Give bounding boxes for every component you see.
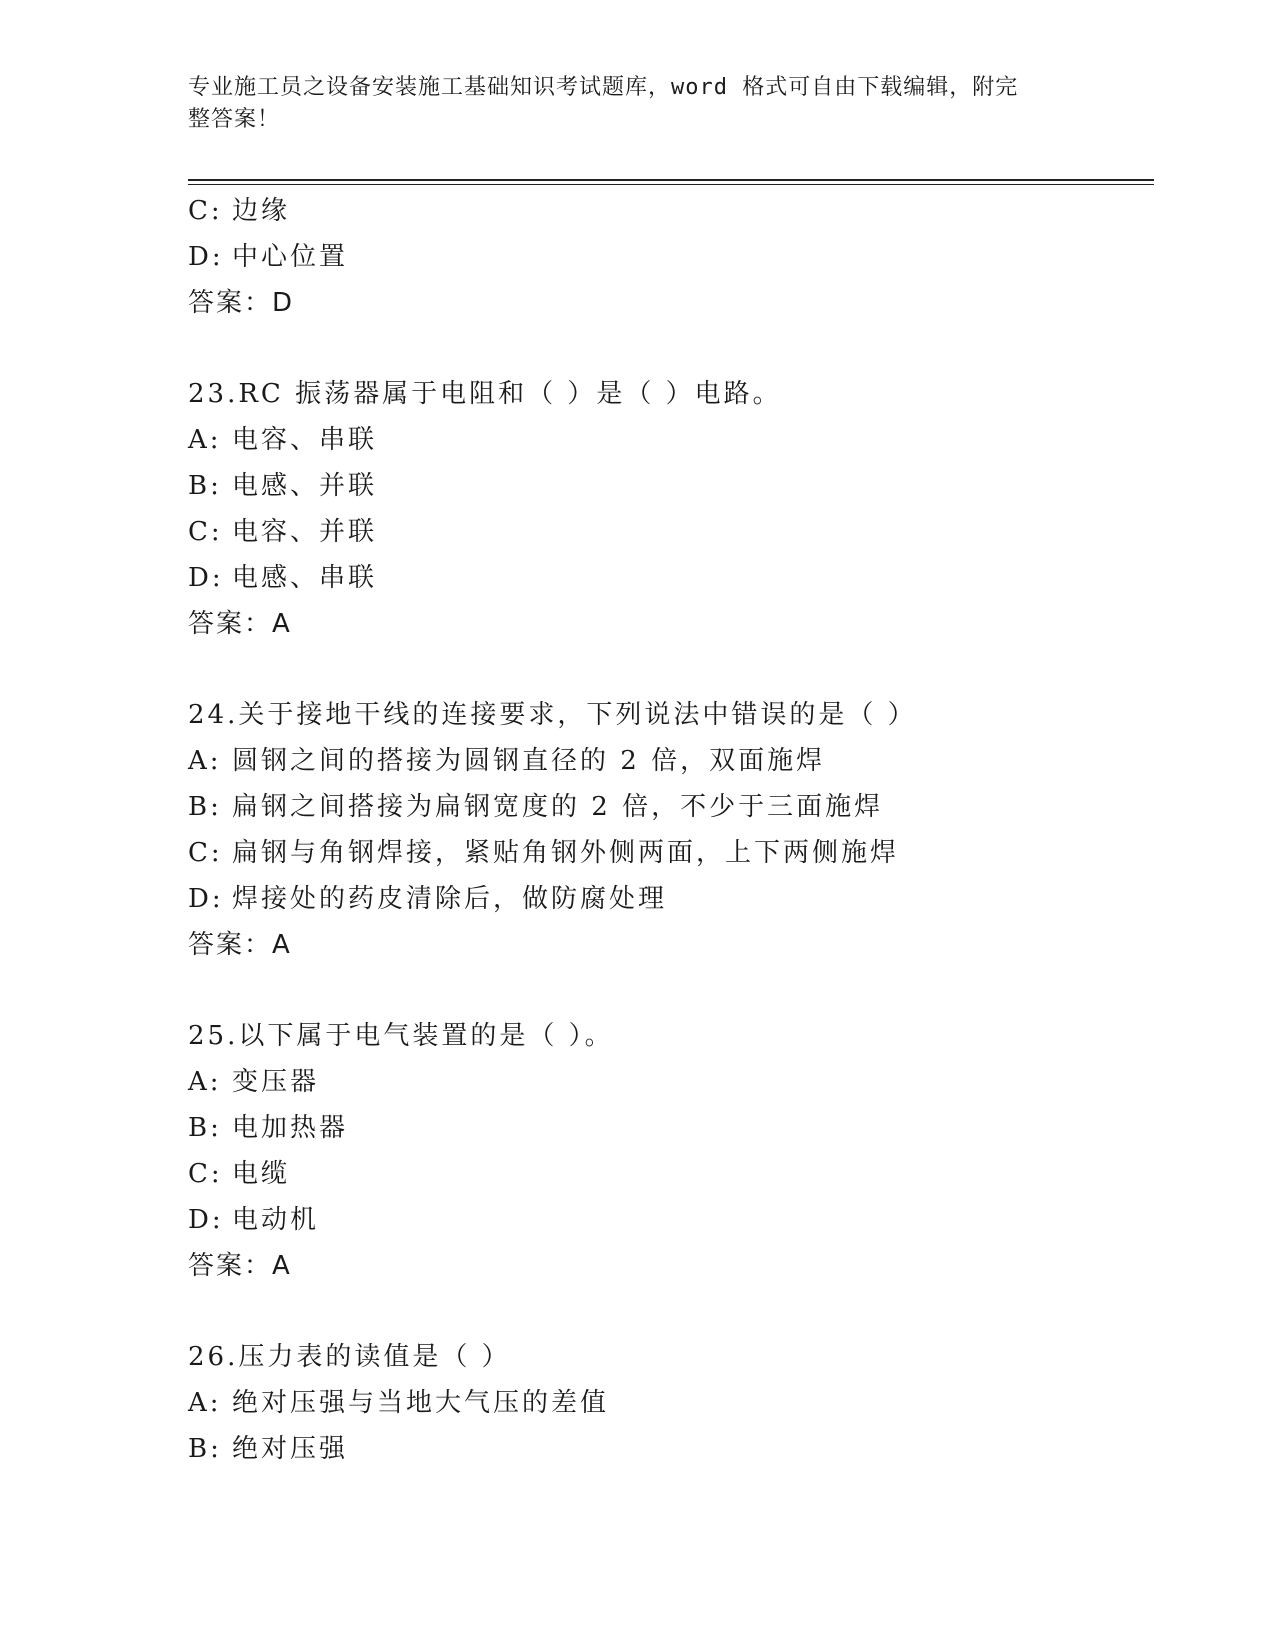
option-letter: C:	[188, 1159, 223, 1189]
option-letter: D:	[188, 884, 224, 914]
option-text: 电动机	[232, 1205, 320, 1235]
option-letter: C:	[188, 517, 223, 547]
spacer	[188, 968, 1154, 1013]
option-letter: A:	[188, 746, 222, 776]
option-letter: C:	[188, 196, 223, 226]
answer-line: 答案：A	[188, 930, 292, 960]
option-a	[188, 1059, 1154, 1105]
option-text: 中心位置	[232, 242, 349, 272]
option-d	[188, 555, 1154, 601]
option-letter: A:	[188, 425, 222, 455]
option-text: 焊接处的药皮清除后，做防腐处理	[232, 884, 668, 914]
option-text: 电容、并联	[232, 517, 378, 547]
question-list	[188, 188, 1154, 1472]
option-d	[188, 234, 1154, 280]
option-c	[188, 830, 1154, 876]
spacer	[188, 1289, 1154, 1334]
option-letter: B:	[188, 471, 222, 501]
option-letter: C:	[188, 838, 223, 868]
option-text: 变压器	[232, 1067, 320, 1097]
option-text: 圆钢之间的搭接为圆钢直径的 2 倍，双面施焊	[232, 746, 826, 776]
option-a	[188, 738, 1154, 784]
option-letter: B:	[188, 1434, 222, 1464]
answer-line: 答案：A	[188, 609, 292, 639]
answer-line: 答案：A	[188, 1251, 292, 1281]
question-stem-25: 25.以下属于电气装置的是（ ）。	[188, 1021, 614, 1051]
option-b	[188, 1426, 1154, 1472]
option-letter: B:	[188, 1113, 222, 1143]
option-b	[188, 463, 1154, 509]
option-b	[188, 784, 1154, 830]
question-stem-26: 26.压力表的读值是（ ）	[188, 1342, 511, 1372]
option-d	[188, 1197, 1154, 1243]
spacer	[188, 326, 1154, 371]
option-c	[188, 509, 1154, 555]
option-letter: A:	[188, 1388, 222, 1418]
option-a	[188, 1380, 1154, 1426]
option-letter: B:	[188, 792, 222, 822]
option-b	[188, 1105, 1154, 1151]
option-letter: A:	[188, 1067, 222, 1097]
option-text: 电容、串联	[232, 425, 378, 455]
option-text: 绝对压强	[232, 1434, 349, 1464]
option-c	[188, 1151, 1154, 1197]
option-letter: D:	[188, 242, 224, 272]
question-stem-23: 23.RC 振荡器属于电阻和（ ）是（ ）电路。	[188, 379, 782, 409]
option-text: 边缘	[232, 196, 291, 226]
option-letter: D:	[188, 1205, 224, 1235]
question-stem-24: 24.关于接地干线的连接要求，下列说法中错误的是（ ）	[188, 700, 917, 730]
header-line-2: 整答案！	[188, 107, 281, 132]
option-text: 扁钢之间搭接为扁钢宽度的 2 倍，不少于三面施焊	[232, 792, 884, 822]
option-text: 电感、并联	[232, 471, 378, 501]
option-text: 电加热器	[232, 1113, 349, 1143]
option-d	[188, 876, 1154, 922]
option-text: 电缆	[232, 1159, 291, 1189]
option-a	[188, 417, 1154, 463]
spacer	[188, 647, 1154, 692]
option-text: 绝对压强与当地大气压的差值	[232, 1388, 610, 1418]
option-text: 电感、串联	[232, 563, 378, 593]
header-line-1: 专业施工员之设备安装施工基础知识考试题库，word 格式可自由下载编辑，附完	[188, 75, 1019, 100]
option-letter: D:	[188, 563, 224, 593]
option-c	[188, 188, 1154, 234]
document-header	[188, 72, 1068, 136]
header-divider-thick	[188, 179, 1154, 181]
answer-line: 答案：D	[188, 288, 295, 318]
option-text: 扁钢与角钢焊接，紧贴角钢外侧两面，上下两侧施焊	[232, 838, 900, 868]
header-divider-thin	[188, 184, 1154, 185]
